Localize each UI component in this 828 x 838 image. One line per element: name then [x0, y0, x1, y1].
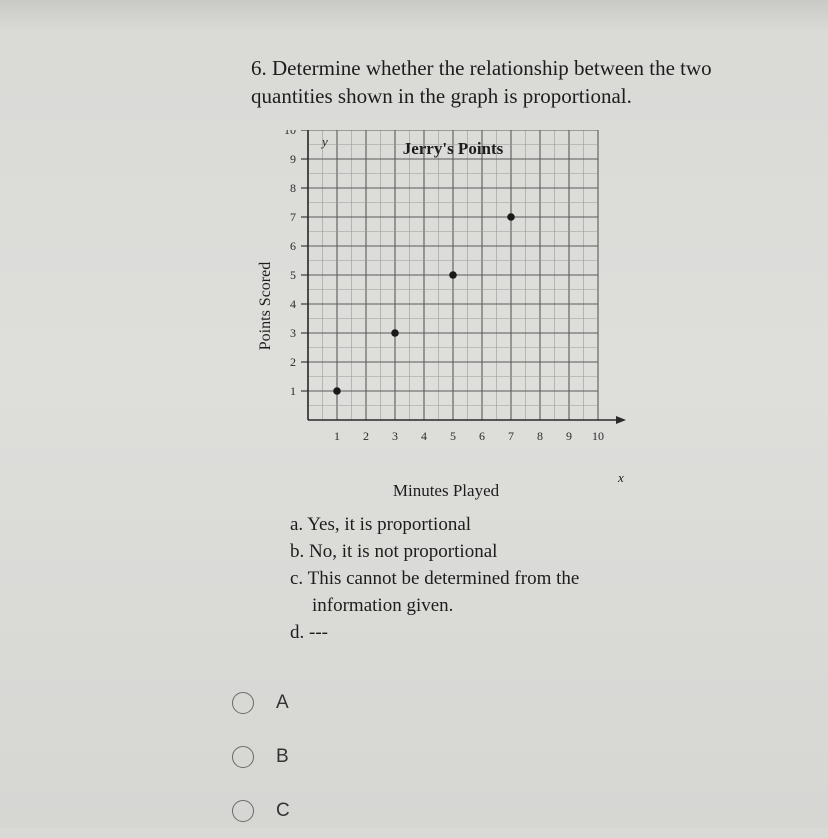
- chart-x-axis-label: Minutes Played: [392, 481, 500, 500]
- radio-c[interactable]: [232, 800, 254, 822]
- y-tick-label: 7: [290, 210, 296, 224]
- radio-a[interactable]: [232, 692, 254, 714]
- y-tick-label: 9: [290, 152, 296, 166]
- x-tick-label: 1: [334, 429, 340, 443]
- chart-ticks: [284, 130, 604, 443]
- y-tick-label: 5: [290, 268, 296, 282]
- chart-x-axis-letter: x: [618, 470, 624, 485]
- y-tick-label: 6: [290, 239, 296, 253]
- x-tick-label: 9: [566, 429, 572, 443]
- x-tick-label: 10: [592, 429, 604, 443]
- chart-title: Jerry's Points: [402, 139, 504, 158]
- y-tick-label: 3: [290, 326, 296, 340]
- x-tick-label: 7: [508, 429, 514, 443]
- question-text: [251, 54, 791, 110]
- data-point: [333, 387, 341, 395]
- x-tick-label: 3: [392, 429, 398, 443]
- option-a-text: a. Yes, it is proportional: [290, 514, 472, 535]
- chart: [240, 130, 640, 510]
- y-tick-label: 4: [290, 297, 296, 311]
- chart-y-axis-label: Points Scored: [257, 261, 274, 351]
- choice-c[interactable]: [232, 784, 290, 838]
- y-tick-label: 8: [290, 181, 296, 195]
- y-tick-label: 2: [290, 355, 296, 369]
- answer-options: [290, 511, 650, 646]
- x-tick-label: 6: [479, 429, 485, 443]
- x-axis-arrow-icon: [616, 416, 626, 424]
- top-band: [0, 0, 828, 30]
- y-tick-label: 1: [290, 384, 296, 398]
- option-b-text: b. No, it is not proportional: [290, 541, 498, 562]
- x-tick-label: 4: [421, 429, 427, 443]
- data-point: [391, 329, 399, 337]
- choice-c-label: C: [276, 800, 290, 821]
- option-c-text-line1: c. This cannot be determined from the: [290, 568, 580, 589]
- question-line-1: 6. Determine whether the relationship between the two: [251, 56, 712, 80]
- x-tick-label: 2: [363, 429, 369, 443]
- x-tick-label: 8: [537, 429, 543, 443]
- data-point: [449, 271, 457, 279]
- radio-b[interactable]: [232, 746, 254, 768]
- choice-b-label: B: [276, 746, 289, 767]
- chart-axes: [304, 130, 626, 424]
- y-tick-label: 10: [284, 130, 296, 137]
- choice-a-label: A: [276, 692, 289, 713]
- chart-y-axis-letter: y: [322, 134, 328, 149]
- x-tick-label: 5: [450, 429, 456, 443]
- answer-choices: [232, 676, 290, 838]
- chart-svg: [240, 130, 640, 510]
- choice-b[interactable]: [232, 730, 290, 784]
- option-d-text: d. ---: [290, 622, 328, 643]
- option-c-text-line2: information given.: [312, 595, 454, 616]
- question-line-2: quantities shown in the graph is proportional.: [251, 84, 632, 108]
- data-point: [507, 213, 515, 221]
- choice-a[interactable]: [232, 676, 290, 730]
